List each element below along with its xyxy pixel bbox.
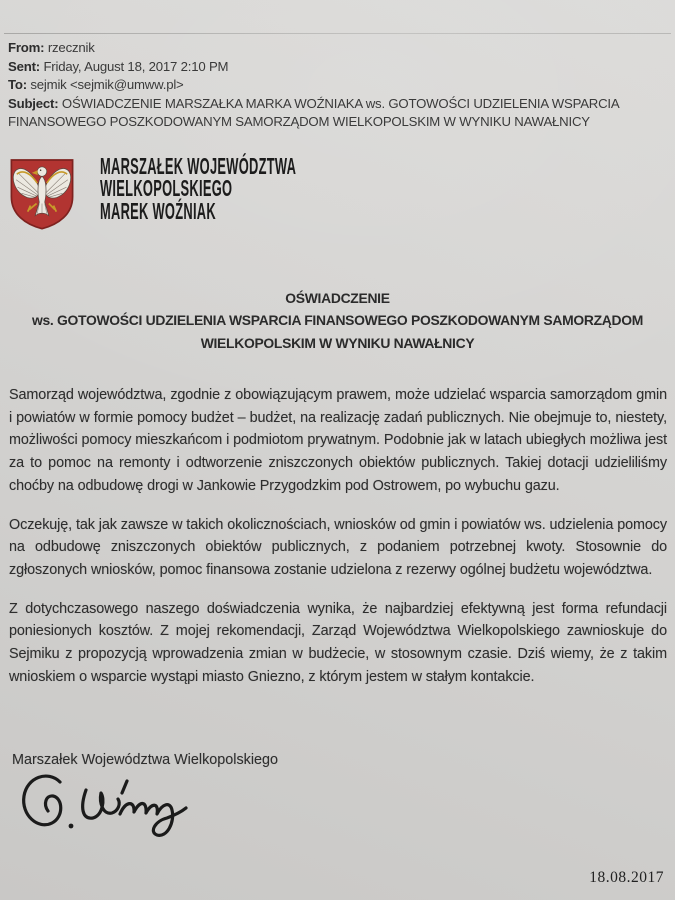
- email-from-row: [8, 39, 668, 58]
- subject-label: Subject:: [8, 95, 59, 111]
- paragraph-2: Oczekuję, tak jak zawsze w takich okolicznościach, wniosków od gmin i powiatów ws. udzielenia pomocy na odbudowę zniszczonych obiektów publicznych, z podaniem potrzebnej kwoty. Stosownie do zgłoszonych wniosków, pomoc finansowa zostanie udzielona z rezerwy ogólnej budżetu województwa.: [9, 516, 667, 578]
- letterhead-name-block: [100, 155, 296, 222]
- sent-value: Friday, August 18, 2017 2:10 PM: [43, 58, 229, 74]
- letterhead-line1: MARSZAŁEK WOJEWÓDZTWA: [100, 153, 297, 179]
- document-date: 18.08.2017: [589, 869, 664, 886]
- letterhead-line3: MAREK WOŹNIAK: [100, 197, 216, 224]
- email-subject-row: [8, 95, 668, 132]
- paragraph-3: Z dotychczasowego naszego doświadczenia wynika, że najbardziej efektywną jest forma refundacji poniesionych kosztów. Z mojej rekomendacji, Zarząd Województwa Wielkopolskiego zawnioskuje do Sejmiku z propozycją wprowadzenia zmian w budżecie, w stosownym czasie. Dziś wiemy, że z takim wnioskiem o wsparcie wystąpi miasto Gniezno, z którym jestem w stałym kontakcie.: [9, 600, 667, 685]
- letterhead-line2: WIELKOPOLSKIEGO: [100, 175, 233, 202]
- statement-title-line2: ws. GOTOWOŚCI UDZIELENIA WSPARCIA FINANSOWEGO POSZKODOWANYM SAMORZĄDOM: [31, 312, 644, 329]
- statement-title-line1: OŚWIADCZENIE: [285, 290, 390, 306]
- email-header: [8, 39, 668, 132]
- wielkopolska-coat-of-arms-icon: [8, 150, 76, 238]
- sent-label: Sent:: [8, 58, 40, 74]
- signature-strokes: [24, 776, 186, 835]
- eagle-eye: [40, 169, 41, 170]
- to-label: To:: [8, 77, 27, 93]
- statement-title: [0, 287, 675, 354]
- email-to-row: [8, 76, 668, 95]
- from-label: From:: [8, 40, 45, 55]
- statement-body: [9, 384, 667, 704]
- paragraph-1: Samorząd województwa, zgodnie z obowiązującym prawem, może udzielać wsparcia samorządom gmin i powiatów w formie pomocy budżet – budżet, na realizację zadań publicznych. Nie obejmuje to, niestety, możliwości pomocy mieszkańcom i podmiotom prywatnym. Podobnie jak w latach ubiegłych możliwa jest za to pomoc na remonty i odtworzenie zniszczonych obiektów publicznych. Takiej dotacji udzieliliśmy choćby na odbudowę drogi w Jankowie Przygodzkim pod Ostrowem, po wybuchu gazu.: [9, 387, 667, 494]
- signoff-title: Marszałek Województwa Wielkopolskiego: [12, 752, 279, 768]
- handwritten-signature: [14, 770, 224, 842]
- signature-dot: [69, 824, 74, 829]
- from-value: rzecznik: [47, 40, 95, 55]
- email-separator-line: [4, 33, 671, 34]
- to-value: sejmik <sejmik@umww.pl>: [30, 77, 184, 93]
- email-sent-row: [8, 58, 668, 77]
- statement-title-line3: WIELKOPOLSKIM W WYNIKU NAWAŁNICY: [200, 334, 475, 351]
- eagle-head: [37, 167, 47, 177]
- subject-value: OŚWIADCZENIE MARSZAŁKA MARKA WOŹNIAKA ws. GOTOWOŚCI UDZIELENIA WSPARCIA FINANSOWEGO POSZKODOWANYM SAMORZĄDOM WIELKOPOLSKIM W WYNIKU NAWAŁNICY: [8, 95, 619, 130]
- letterhead: [8, 150, 450, 238]
